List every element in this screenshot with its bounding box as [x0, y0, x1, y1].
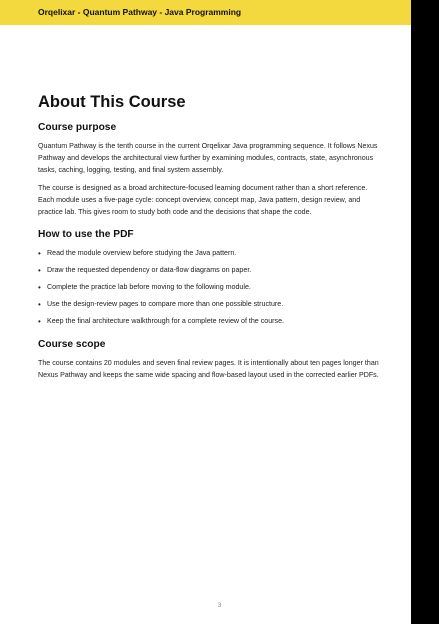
right-edge-bar [411, 0, 439, 624]
section-course-purpose [38, 121, 381, 218]
section-course-scope [38, 338, 381, 382]
list-item-text: Complete the practice lab before moving to the following module. [47, 283, 251, 292]
page-content [38, 92, 381, 392]
paragraph: Quantum Pathway is the tenth course in the current Orqelixar Java programming sequence. It follows Nexus Pathway and develops the architectural view further by examining modules, contracts, state, asynchronous tasks, caching, logging, testing, and final system assembly. [38, 142, 378, 174]
bullet-icon: • [38, 317, 41, 327]
list-item-text: Keep the final architecture walkthrough for a complete review of the course. [47, 317, 284, 326]
bullet-icon: • [38, 249, 41, 259]
section-how-to-use [38, 228, 381, 328]
bullet-icon: • [38, 283, 41, 293]
page-title: About This Course [38, 93, 186, 111]
section-heading: Course purpose [38, 122, 117, 133]
list-item-text: Read the module overview before studying the Java pattern. [47, 249, 237, 258]
header-band [0, 0, 411, 25]
list-item [38, 265, 381, 277]
list-item [38, 299, 381, 311]
bullet-icon: • [38, 300, 41, 310]
list-item [38, 248, 381, 260]
list-item [38, 282, 381, 294]
paragraph: The course is designed as a broad architecture-focused learning document rather than a short reference. Each module uses a five-page cycle: concept overview, concept map, Java pattern, design review, and practice lab. This gives room to study both code and the decisions that shape the code. [38, 183, 368, 216]
bullet-list [38, 248, 381, 328]
bullet-icon: • [38, 266, 41, 276]
page-number: 3 [217, 602, 222, 609]
section-heading: Course scope [38, 339, 106, 351]
running-header-title: Orqelixar - Quantum Pathway - Java Programming [38, 7, 242, 17]
list-item [38, 316, 381, 328]
paragraph: The course contains 20 modules and seven final review pages. It is intentionally about ten pages longer than Nexus Pathway and keeps the same wide spacing and flow-based layout used in the corrected earlier PDFs. [38, 359, 379, 380]
list-item-text: Draw the requested dependency or data-flow diagrams on paper. [47, 266, 252, 275]
section-heading: How to use the PDF [38, 229, 134, 241]
list-item-text: Use the design-review pages to compare more than one possible structure. [47, 300, 284, 309]
